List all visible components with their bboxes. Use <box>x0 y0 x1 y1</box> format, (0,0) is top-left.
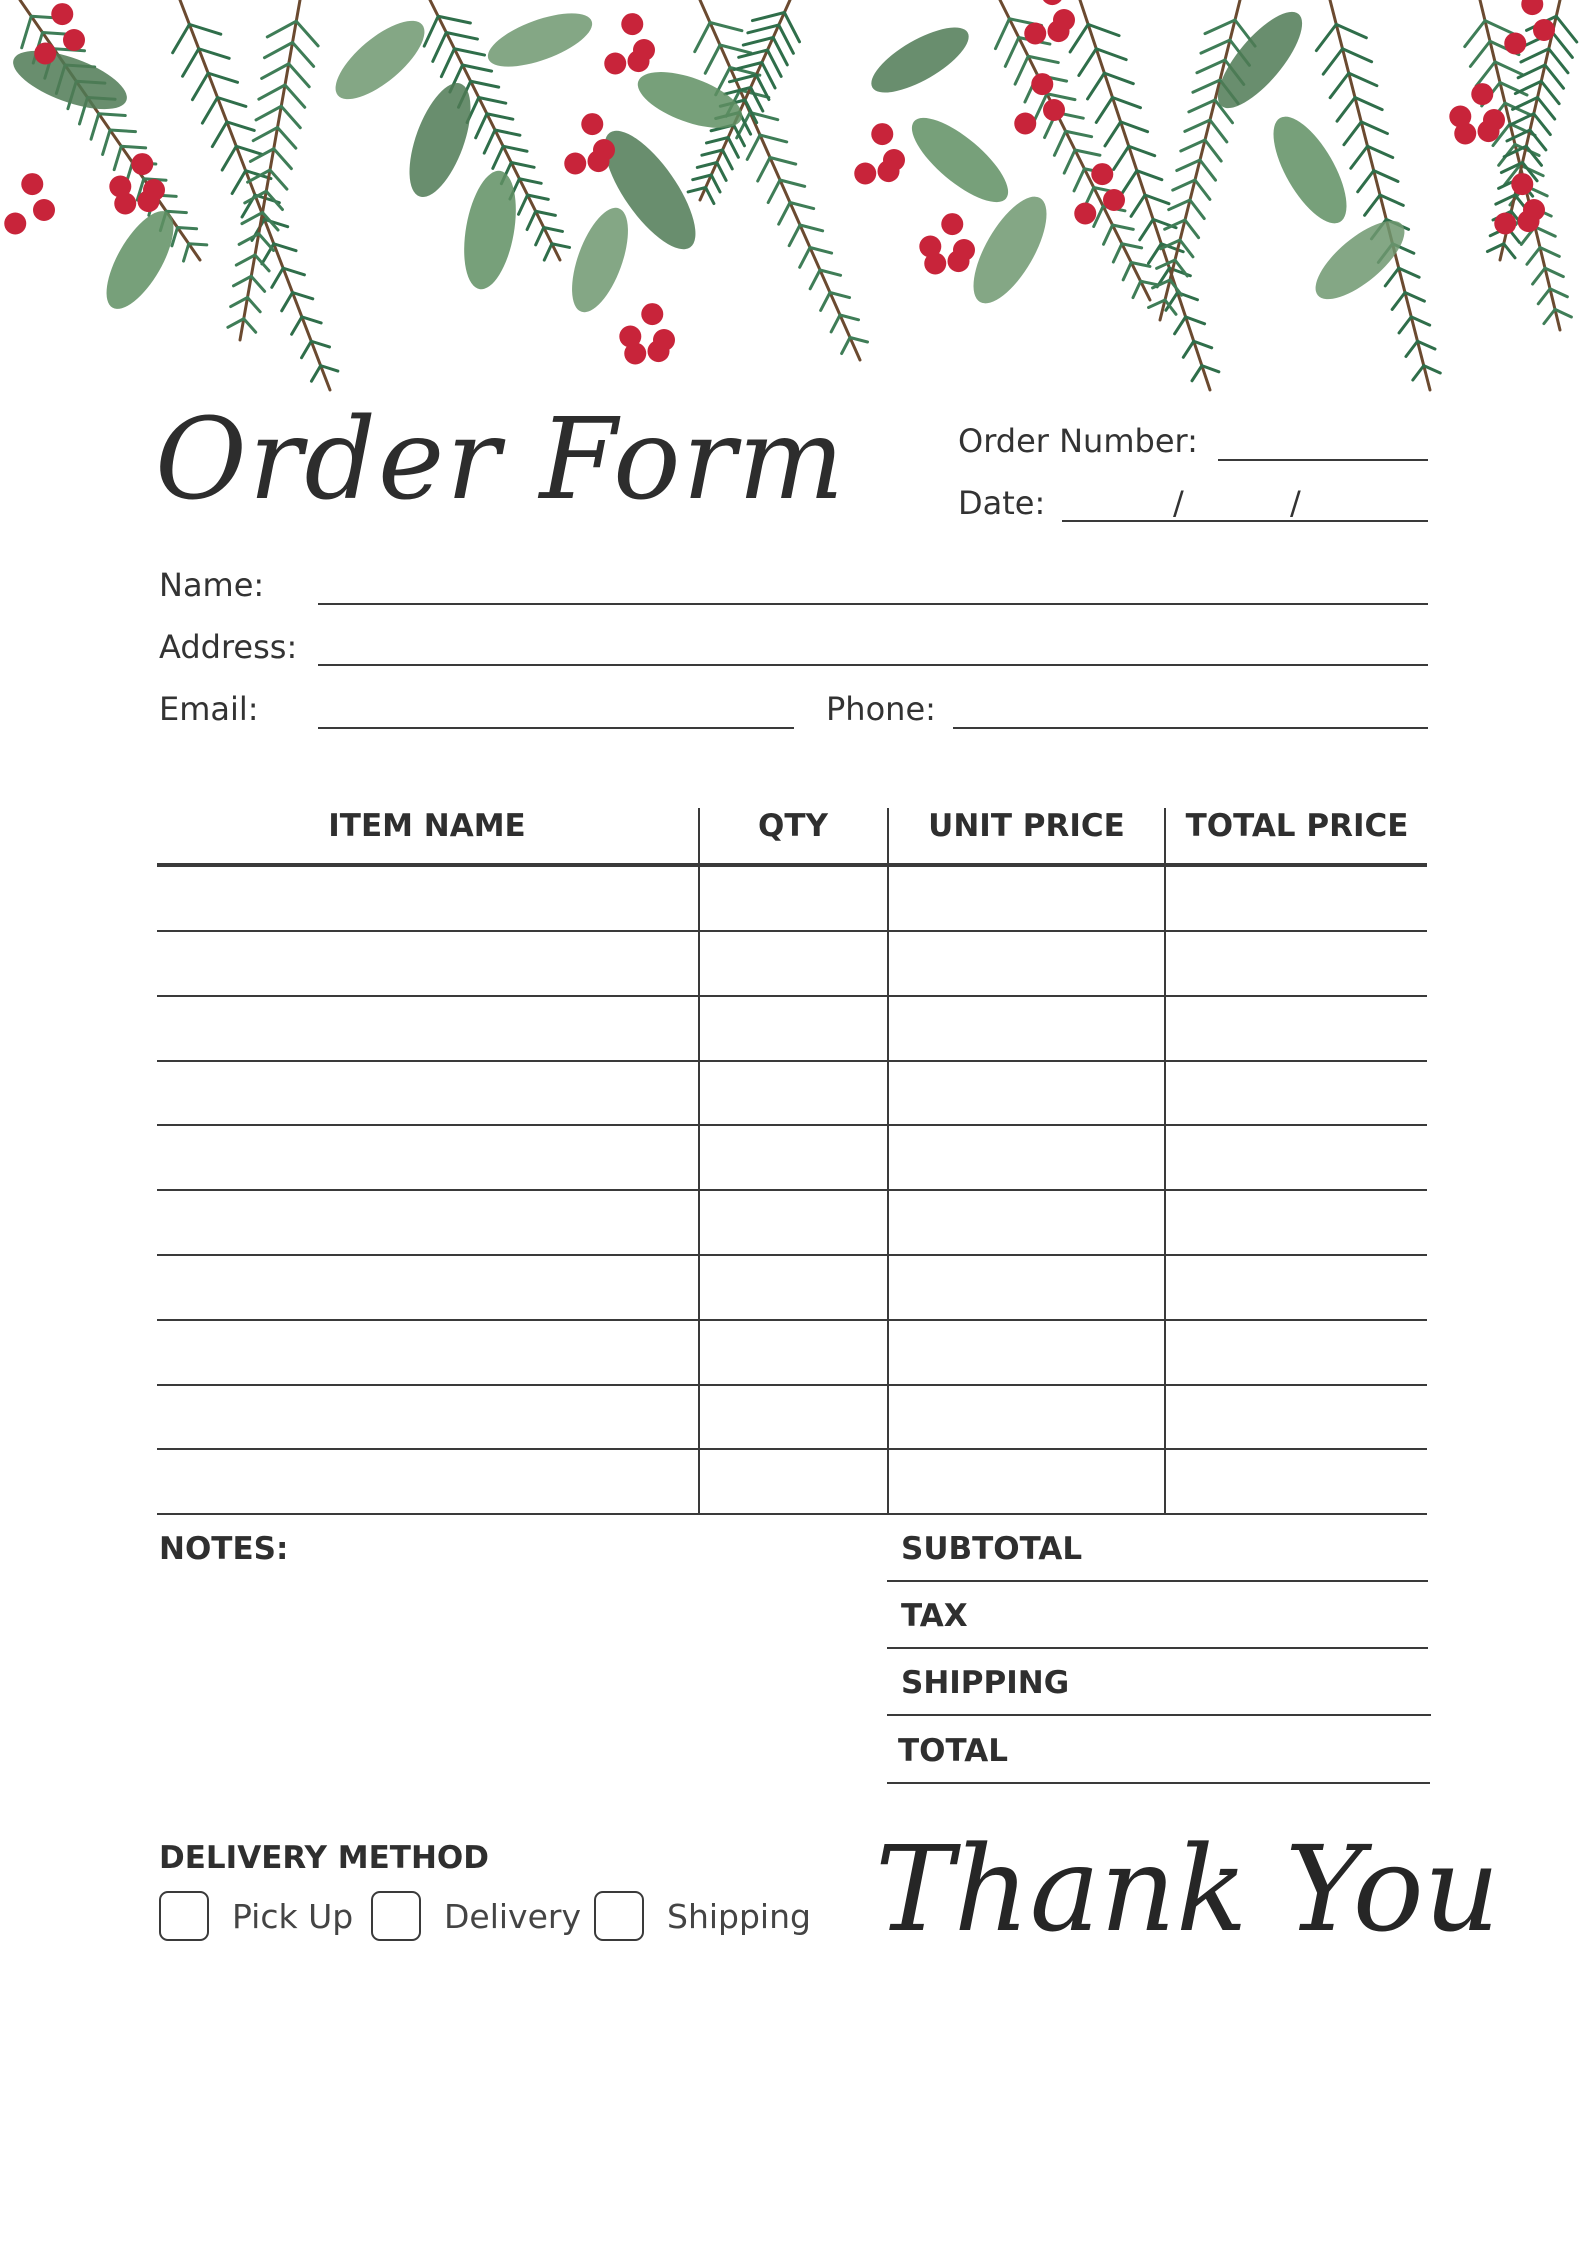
table-row[interactable] <box>157 1060 1427 1062</box>
delivery-checkbox[interactable] <box>371 1891 421 1941</box>
page-title: Order Form <box>155 395 847 525</box>
table-row[interactable] <box>157 1189 1427 1191</box>
address-label: Address: <box>159 628 298 666</box>
column-header-item-name: ITEM NAME <box>328 808 526 844</box>
shipping-label: SHIPPING <box>901 1665 1070 1701</box>
pick-up-checkbox[interactable] <box>159 1891 209 1941</box>
tax-field[interactable] <box>887 1647 1428 1649</box>
column-header-qty: QTY <box>758 808 828 844</box>
thank-you-closing: Thank You <box>875 1820 1500 1958</box>
notes-label: NOTES: <box>159 1531 289 1567</box>
table-header-rule <box>157 863 1427 867</box>
total-label: TOTAL <box>898 1733 1008 1769</box>
table-row[interactable] <box>157 995 1427 997</box>
order-number-field[interactable] <box>1218 459 1428 461</box>
column-header-total-price: TOTAL PRICE <box>1185 808 1409 844</box>
email-label: Email: <box>159 690 259 728</box>
column-divider <box>698 808 700 1513</box>
date-separator-1: / <box>1173 484 1184 522</box>
delivery-option-label: Delivery <box>444 1897 581 1936</box>
name-label: Name: <box>159 566 265 604</box>
garland-illustration <box>0 0 1588 410</box>
column-divider <box>1164 808 1166 1513</box>
order-number-label: Order Number: <box>958 422 1198 460</box>
address-field[interactable] <box>318 664 1428 666</box>
subtotal-label: SUBTOTAL <box>901 1531 1083 1567</box>
total-field[interactable] <box>887 1782 1430 1784</box>
date-label: Date: <box>958 484 1046 522</box>
phone-label: Phone: <box>826 690 936 728</box>
table-row[interactable] <box>157 1513 1427 1515</box>
column-header-unit-price: UNIT PRICE <box>928 808 1125 844</box>
column-divider <box>887 808 889 1513</box>
shipping-checkbox[interactable] <box>594 1891 644 1941</box>
delivery-method-label: DELIVERY METHOD <box>159 1840 489 1876</box>
date-separator-2: / <box>1290 484 1301 522</box>
name-field[interactable] <box>318 603 1428 605</box>
phone-field[interactable] <box>953 727 1428 729</box>
table-row[interactable] <box>157 1254 1427 1256</box>
shipping-option-label: Shipping <box>667 1897 811 1936</box>
date-field[interactable] <box>1062 520 1428 522</box>
table-row[interactable] <box>157 1384 1427 1386</box>
email-field[interactable] <box>318 727 794 729</box>
table-row[interactable] <box>157 1319 1427 1321</box>
table-row[interactable] <box>157 1124 1427 1126</box>
subtotal-field[interactable] <box>887 1580 1428 1582</box>
shipping-field[interactable] <box>887 1714 1431 1716</box>
tax-label: TAX <box>901 1598 968 1634</box>
table-row[interactable] <box>157 1448 1427 1450</box>
table-row[interactable] <box>157 930 1427 932</box>
pick-up-option-label: Pick Up <box>232 1897 354 1936</box>
